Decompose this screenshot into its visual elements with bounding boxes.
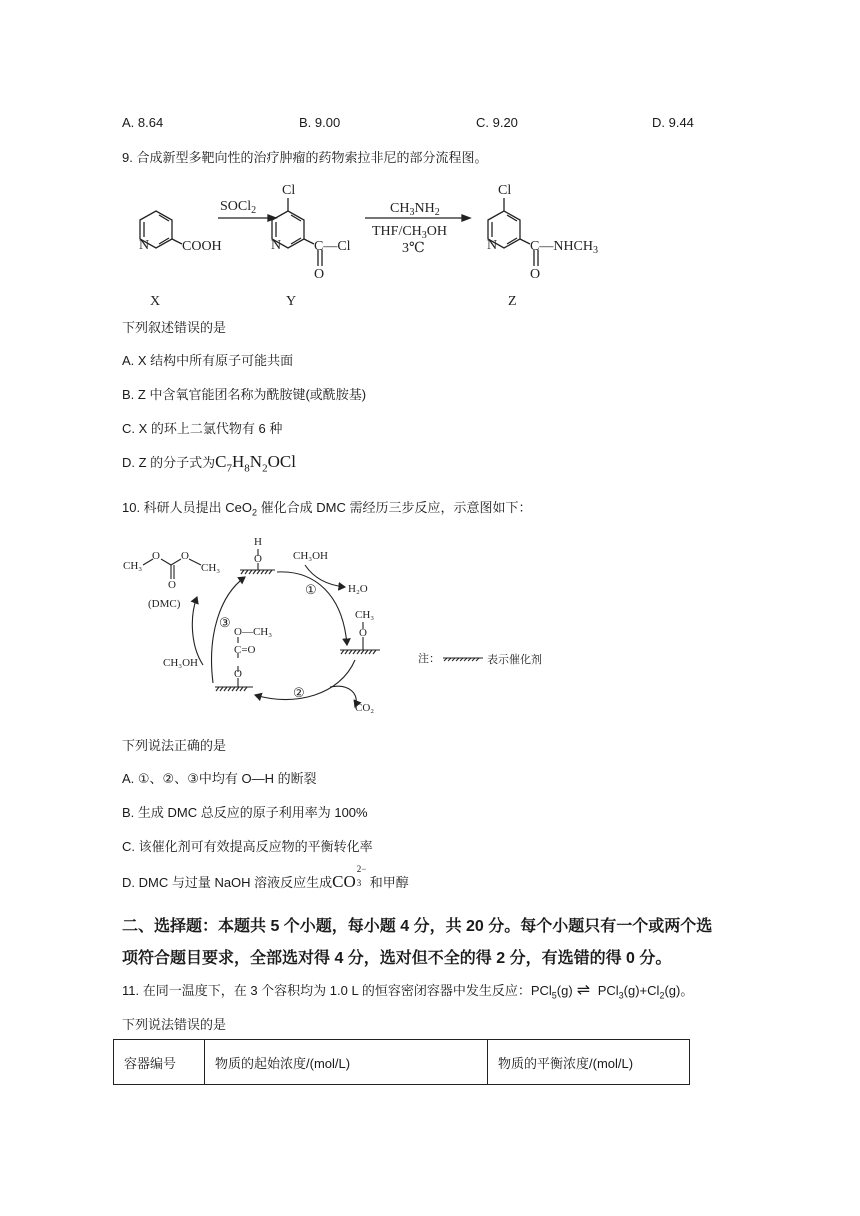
q10-stem: 10. 科研人员提出 CeO$_2$ 催化合成 DMC 需经历三步反应，示意图如下： [122,500,532,518]
z-label: Z [508,294,517,309]
q9-option-c: C. X 的环上二氯代物有 6 种 [122,421,283,436]
q9-option-b: B. Z 中含氧官能团名称为酰胺键(或酰胺基) [122,387,367,402]
equilibrium-arrow: ⇌ [576,982,591,999]
dmc-left-ch3: CH₃ [123,560,143,572]
reagent-temperature: 3℃ [402,241,425,256]
y-acyl-chloride-group: C—Cl [314,239,351,254]
table-header-row [114,1040,690,1085]
dmc-label: (DMC) [148,598,181,610]
carbonate-ion: CO 2− 3 [332,864,367,891]
dmc-right-ch3: CH₃ [201,562,221,574]
surface3-o: O [234,668,242,680]
q10-option-a: A. ①、②、③中均有 O—H 的断裂 [122,771,317,786]
q8-option-b: B. 9.00 [299,115,341,130]
q9-stem: 9. 合成新型多靶向性的治疗肿瘤的药物索拉非尼的部分流程图。 [122,150,488,165]
step-3-marker: ③ [219,615,231,630]
z-cl-atom: Cl [498,183,512,198]
y-label: Y [286,294,297,309]
surface3-o-ch3: O—CH₃ [234,626,273,638]
x-cooh-group: COOH [182,239,222,254]
dmc-o1: O [152,550,160,562]
h2o-label: H₂O [348,583,368,595]
legend-note-text: 表示催化剂 [487,653,542,666]
q8-option-d: D. 9.44 [652,115,694,130]
q11-stem: 11. 在同一温度下，在 3 个容积均为 1.0 L 的恒容密闭容器中发生反应：PCl$_5$(g) ⇌ $PCl_3(g)+Cl_2(g)$。 [122,982,694,1001]
q10-prompt: 下列说法正确的是 [122,738,227,753]
table-header-equilibrium-conc: 物质的平衡浓度/(mol/L) [488,1040,690,1085]
q11-data-table [113,1039,690,1085]
surface3-c-eq-o: C=O [234,644,256,656]
legend-note-prefix: 注： [418,653,440,665]
reagent-ch3nh2: $CH_3NH_2$ [390,201,440,218]
z-carbonyl-o: O [530,267,541,282]
section-2-heading-line1: 二、选择题：本题共 5 个小题，每小题 4 分，共 20 分。每个小题只有一个或两个选 [122,918,713,935]
q10-catalytic-cycle-diagram [115,525,595,720]
step-2-marker: ② [293,685,305,700]
table-header-container-id: 容器编号 [114,1040,205,1085]
q9-formula: $C_7H_8N_2OCl$ [215,452,296,475]
surface2-ch3: CH₃ [355,609,375,621]
surface1-o: O [254,553,262,565]
q10-option-b: B. 生成 DMC 总反应的原子利用率为 100% [122,805,368,820]
section-2-heading-line2: 项符合题目要求，全部选对得 4 分，选对但不全的得 2 分，有选错的得 0 分。 [122,950,672,967]
z-ring-n: N [487,238,498,253]
ch3oh-left-label: CH₃OH [163,657,199,669]
table-header-initial-conc: 物质的起始浓度/(mol/L) [205,1040,488,1085]
step-1-marker: ① [305,582,317,597]
q8-option-a: A. 8.64 [122,115,164,130]
surface2-o: O [359,627,367,639]
q11-prompt: 下列说法错误的是 [122,1017,227,1032]
catalyst-legend [418,652,542,666]
dmc-carbonyl-o: O [168,579,176,591]
dmc-o2: O [181,550,189,562]
x-ring-n: N [139,238,150,253]
y-ring-n: N [271,238,282,253]
q10-option-d: D. DMC 与过量 NaOH 溶液反应生成CO 2− 3 和甲醇 [122,864,409,891]
y-carbonyl-o: O [314,267,325,282]
q9-reaction-scheme [110,168,630,313]
co2-label: CO₂ [355,702,375,714]
x-label: X [150,294,161,309]
q9-option-d: D. Z 的分子式为$C_7H_8N_2OCl$ [122,452,296,475]
reagent-socl2: SOCl$_2$ [220,199,257,216]
q8-option-c: C. 9.20 [476,115,518,130]
surface1-h: H [254,536,262,548]
z-amide-group: $C—NHCH_3$ [530,239,599,256]
ch3oh-top-label: CH₃OH [293,550,329,562]
reagent-solvent: THF/$CH_3OH$ [372,224,448,241]
y-cl-atom: Cl [282,183,296,198]
q10-option-c: C. 该催化剂可有效提高反应物的平衡转化率 [122,839,373,854]
q9-option-a: A. X 结构中所有原子可能共面 [122,353,294,368]
q9-prompt: 下列叙述错误的是 [122,320,227,335]
